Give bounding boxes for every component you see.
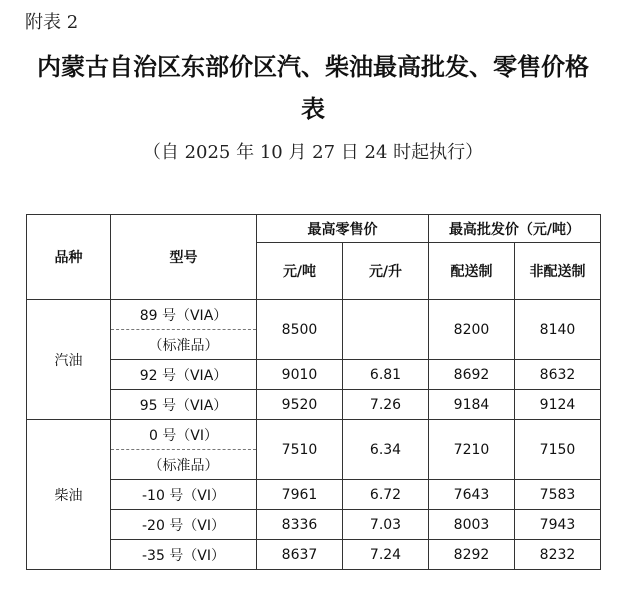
model-cell: 0 号（VI） bbox=[111, 420, 257, 450]
header-model: 型号 bbox=[111, 215, 257, 300]
annex-label: 附表 2 bbox=[25, 12, 79, 33]
header-per-ton: 元/吨 bbox=[257, 243, 343, 300]
dist-price-cell: 9184 bbox=[429, 390, 515, 420]
header-row-1 bbox=[27, 215, 601, 243]
retail-liter-cell: 6.34 bbox=[343, 420, 429, 480]
retail-ton-cell: 9010 bbox=[257, 360, 343, 390]
header-retail-group: 最高零售价 bbox=[257, 215, 429, 243]
retail-liter-cell: 7.24 bbox=[343, 540, 429, 570]
header-non-distribution: 非配送制 bbox=[515, 243, 601, 300]
retail-liter-cell: 7.03 bbox=[343, 510, 429, 540]
table-row bbox=[27, 390, 601, 420]
retail-ton-cell: 7961 bbox=[257, 480, 343, 510]
table-row bbox=[27, 300, 601, 330]
model-cell: 95 号（VIA） bbox=[111, 390, 257, 420]
nondist-price-cell: 8632 bbox=[515, 360, 601, 390]
nondist-price-cell: 7150 bbox=[515, 420, 601, 480]
retail-ton-cell: 8500 bbox=[257, 300, 343, 360]
retail-liter-cell bbox=[343, 300, 429, 360]
price-table bbox=[26, 214, 601, 570]
table-row bbox=[27, 480, 601, 510]
page-title bbox=[0, 46, 626, 130]
nondist-price-cell: 7583 bbox=[515, 480, 601, 510]
header-wholesale-group: 最高批发价（元/吨） bbox=[429, 215, 601, 243]
retail-liter-cell: 7.26 bbox=[343, 390, 429, 420]
nondist-price-cell: 7943 bbox=[515, 510, 601, 540]
model-cell: -20 号（VI） bbox=[111, 510, 257, 540]
header-variety: 品种 bbox=[27, 215, 111, 300]
variety-diesel: 柴油 bbox=[27, 420, 111, 570]
dist-price-cell: 7210 bbox=[429, 420, 515, 480]
title-line-2: 表 bbox=[301, 94, 325, 123]
effective-date: （自 2025 年 10 月 27 日 24 时起执行） bbox=[142, 142, 484, 163]
nondist-price-cell: 8140 bbox=[515, 300, 601, 360]
model-note-cell: （标准品） bbox=[111, 330, 257, 360]
dist-price-cell: 8003 bbox=[429, 510, 515, 540]
retail-ton-cell: 7510 bbox=[257, 420, 343, 480]
nondist-price-cell: 9124 bbox=[515, 390, 601, 420]
dist-price-cell: 8692 bbox=[429, 360, 515, 390]
retail-ton-cell: 9520 bbox=[257, 390, 343, 420]
dist-price-cell: 7643 bbox=[429, 480, 515, 510]
variety-gasoline: 汽油 bbox=[27, 300, 111, 420]
retail-liter-cell: 6.72 bbox=[343, 480, 429, 510]
header-distribution: 配送制 bbox=[429, 243, 515, 300]
table-row bbox=[27, 360, 601, 390]
model-cell: 89 号（VIA） bbox=[111, 300, 257, 330]
retail-ton-cell: 8637 bbox=[257, 540, 343, 570]
title-line-1: 内蒙古自治区东部价区汽、柴油最高批发、零售价格 bbox=[37, 52, 589, 81]
nondist-price-cell: 8232 bbox=[515, 540, 601, 570]
dist-price-cell: 8292 bbox=[429, 540, 515, 570]
table-row bbox=[27, 510, 601, 540]
model-cell: -10 号（VI） bbox=[111, 480, 257, 510]
model-cell: 92 号（VIA） bbox=[111, 360, 257, 390]
dist-price-cell: 8200 bbox=[429, 300, 515, 360]
table-row bbox=[27, 420, 601, 450]
retail-liter-cell: 6.81 bbox=[343, 360, 429, 390]
header-per-liter: 元/升 bbox=[343, 243, 429, 300]
table-row bbox=[27, 540, 601, 570]
model-cell: -35 号（VI） bbox=[111, 540, 257, 570]
model-note-cell: （标准品） bbox=[111, 450, 257, 480]
retail-ton-cell: 8336 bbox=[257, 510, 343, 540]
